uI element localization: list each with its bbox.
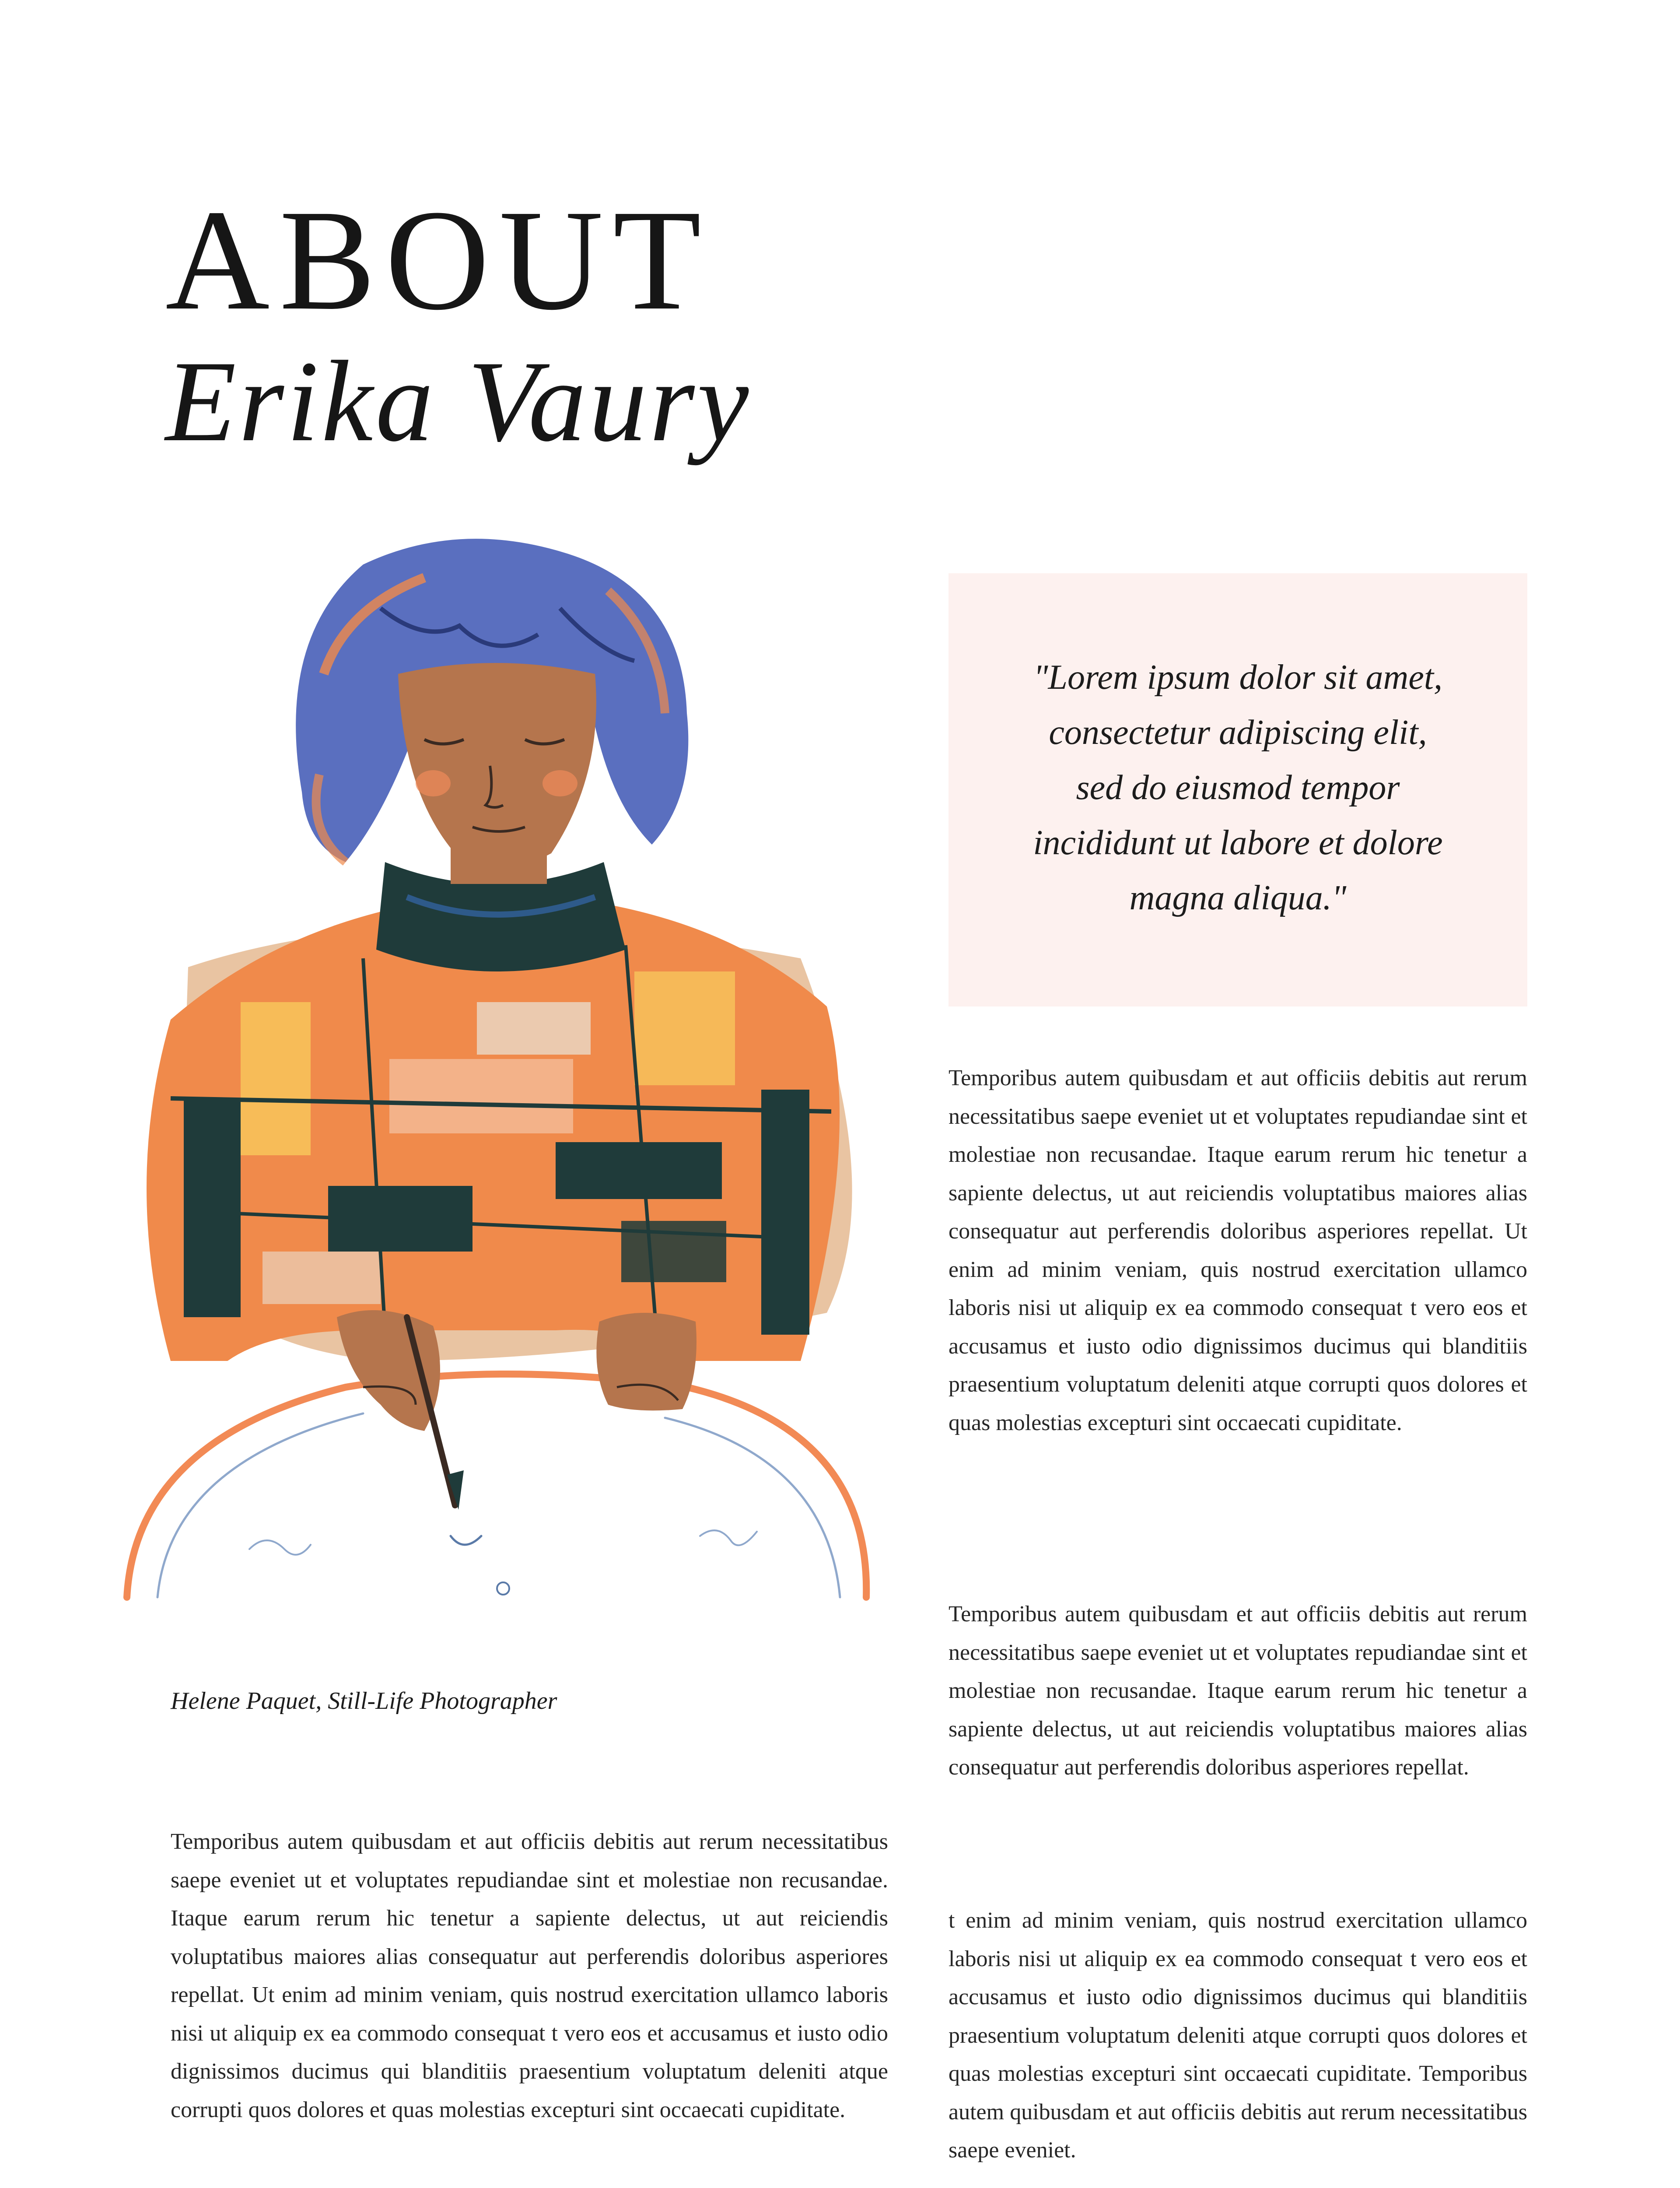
left-paragraph: Temporibus autem quibusdam et aut officiis debitis aut rerum necessitatibus saepe eveniet ut et voluptates repudiandae sint et molestiae non recusandae. Itaque earum rerum hic tenetur a sapiente delectus, ut aut reiciendis voluptatibus maiores alias consequatur aut perferendis doloribus asperiores repellat. Ut enim ad minim veniam, quis nostrud exercitation ullamco laboris nisi ut aliquip ex ea commodo consequat t vero eos et accusamus et iusto odio dignissimos ducimus qui blanditiis praesentium voluptatum deleniti atque corrupti quos dolores et quas molestias excepturi sint occaecati cupiditate. bbox=[171, 1829, 888, 2122]
table-hoop bbox=[127, 1374, 866, 1597]
right-paragraph-2: Temporibus autem quibusdam et aut officiis debitis aut rerum necessitatibus saepe eveniet ut et voluptates repudiandae sint et molestiae non recusandae. Itaque earum rerum hic tenetur a sapiente delectus, ut aut reiciendis voluptatibus maiores alias consequatur aut perferendis doloribus asperiores repellat. bbox=[948, 1602, 1527, 1780]
person-name: Erika Vaury bbox=[165, 337, 752, 466]
pull-quote: "Lorem ipsum dolor sit amet, consectetur adipiscing elit, sed do eiusmod tempor incididunt ut labore et dolore magna aliqua." bbox=[1033, 658, 1443, 917]
face bbox=[398, 663, 596, 866]
left-hand bbox=[337, 1310, 440, 1431]
quote-box bbox=[948, 573, 1527, 1006]
image-caption: Helene Paquet, Still-Life Photographer bbox=[171, 1687, 557, 1715]
right-hand bbox=[596, 1313, 696, 1410]
page-title: ABOUT bbox=[165, 180, 711, 340]
right-paragraph-1: Temporibus autem quibusdam et aut officiis debitis aut rerum necessitatibus saepe eveniet ut et voluptates repudiandae sint et molestiae non recusandae. Itaque earum rerum hic tenetur a sapiente delectus, ut aut reiciendis voluptatibus maiores alias consequatur aut perferendis doloribus asperiores repellat. Ut enim ad minim veniam, quis nostrud exercitation ullamco laboris nisi ut aliquip ex ea commodo consequat t vero eos et accusamus et iusto odio dignissimos ducimus qui blanditiis praesentium voluptatum deleniti atque corrupti quos dolores et quas molestias excepturi sint occaecati cupiditate. bbox=[948, 1066, 1527, 1435]
right-paragraph-3: t enim ad minim veniam, quis nostrud exercitation ullamco laboris nisi ut aliquip ex ea commodo consequat t vero eos et accusamus et iusto odio dignissimos ducimus qui blanditiis praesentium voluptatum deleniti atque corrupti quos dolores et quas molestias excepturi sint occaecati cupiditate. Temporibus autem quibusdam et aut officiis debitis aut rerum necessitatibus saepe eveniet. bbox=[948, 1908, 1527, 2163]
portrait-illustration-icon bbox=[118, 529, 879, 1602]
